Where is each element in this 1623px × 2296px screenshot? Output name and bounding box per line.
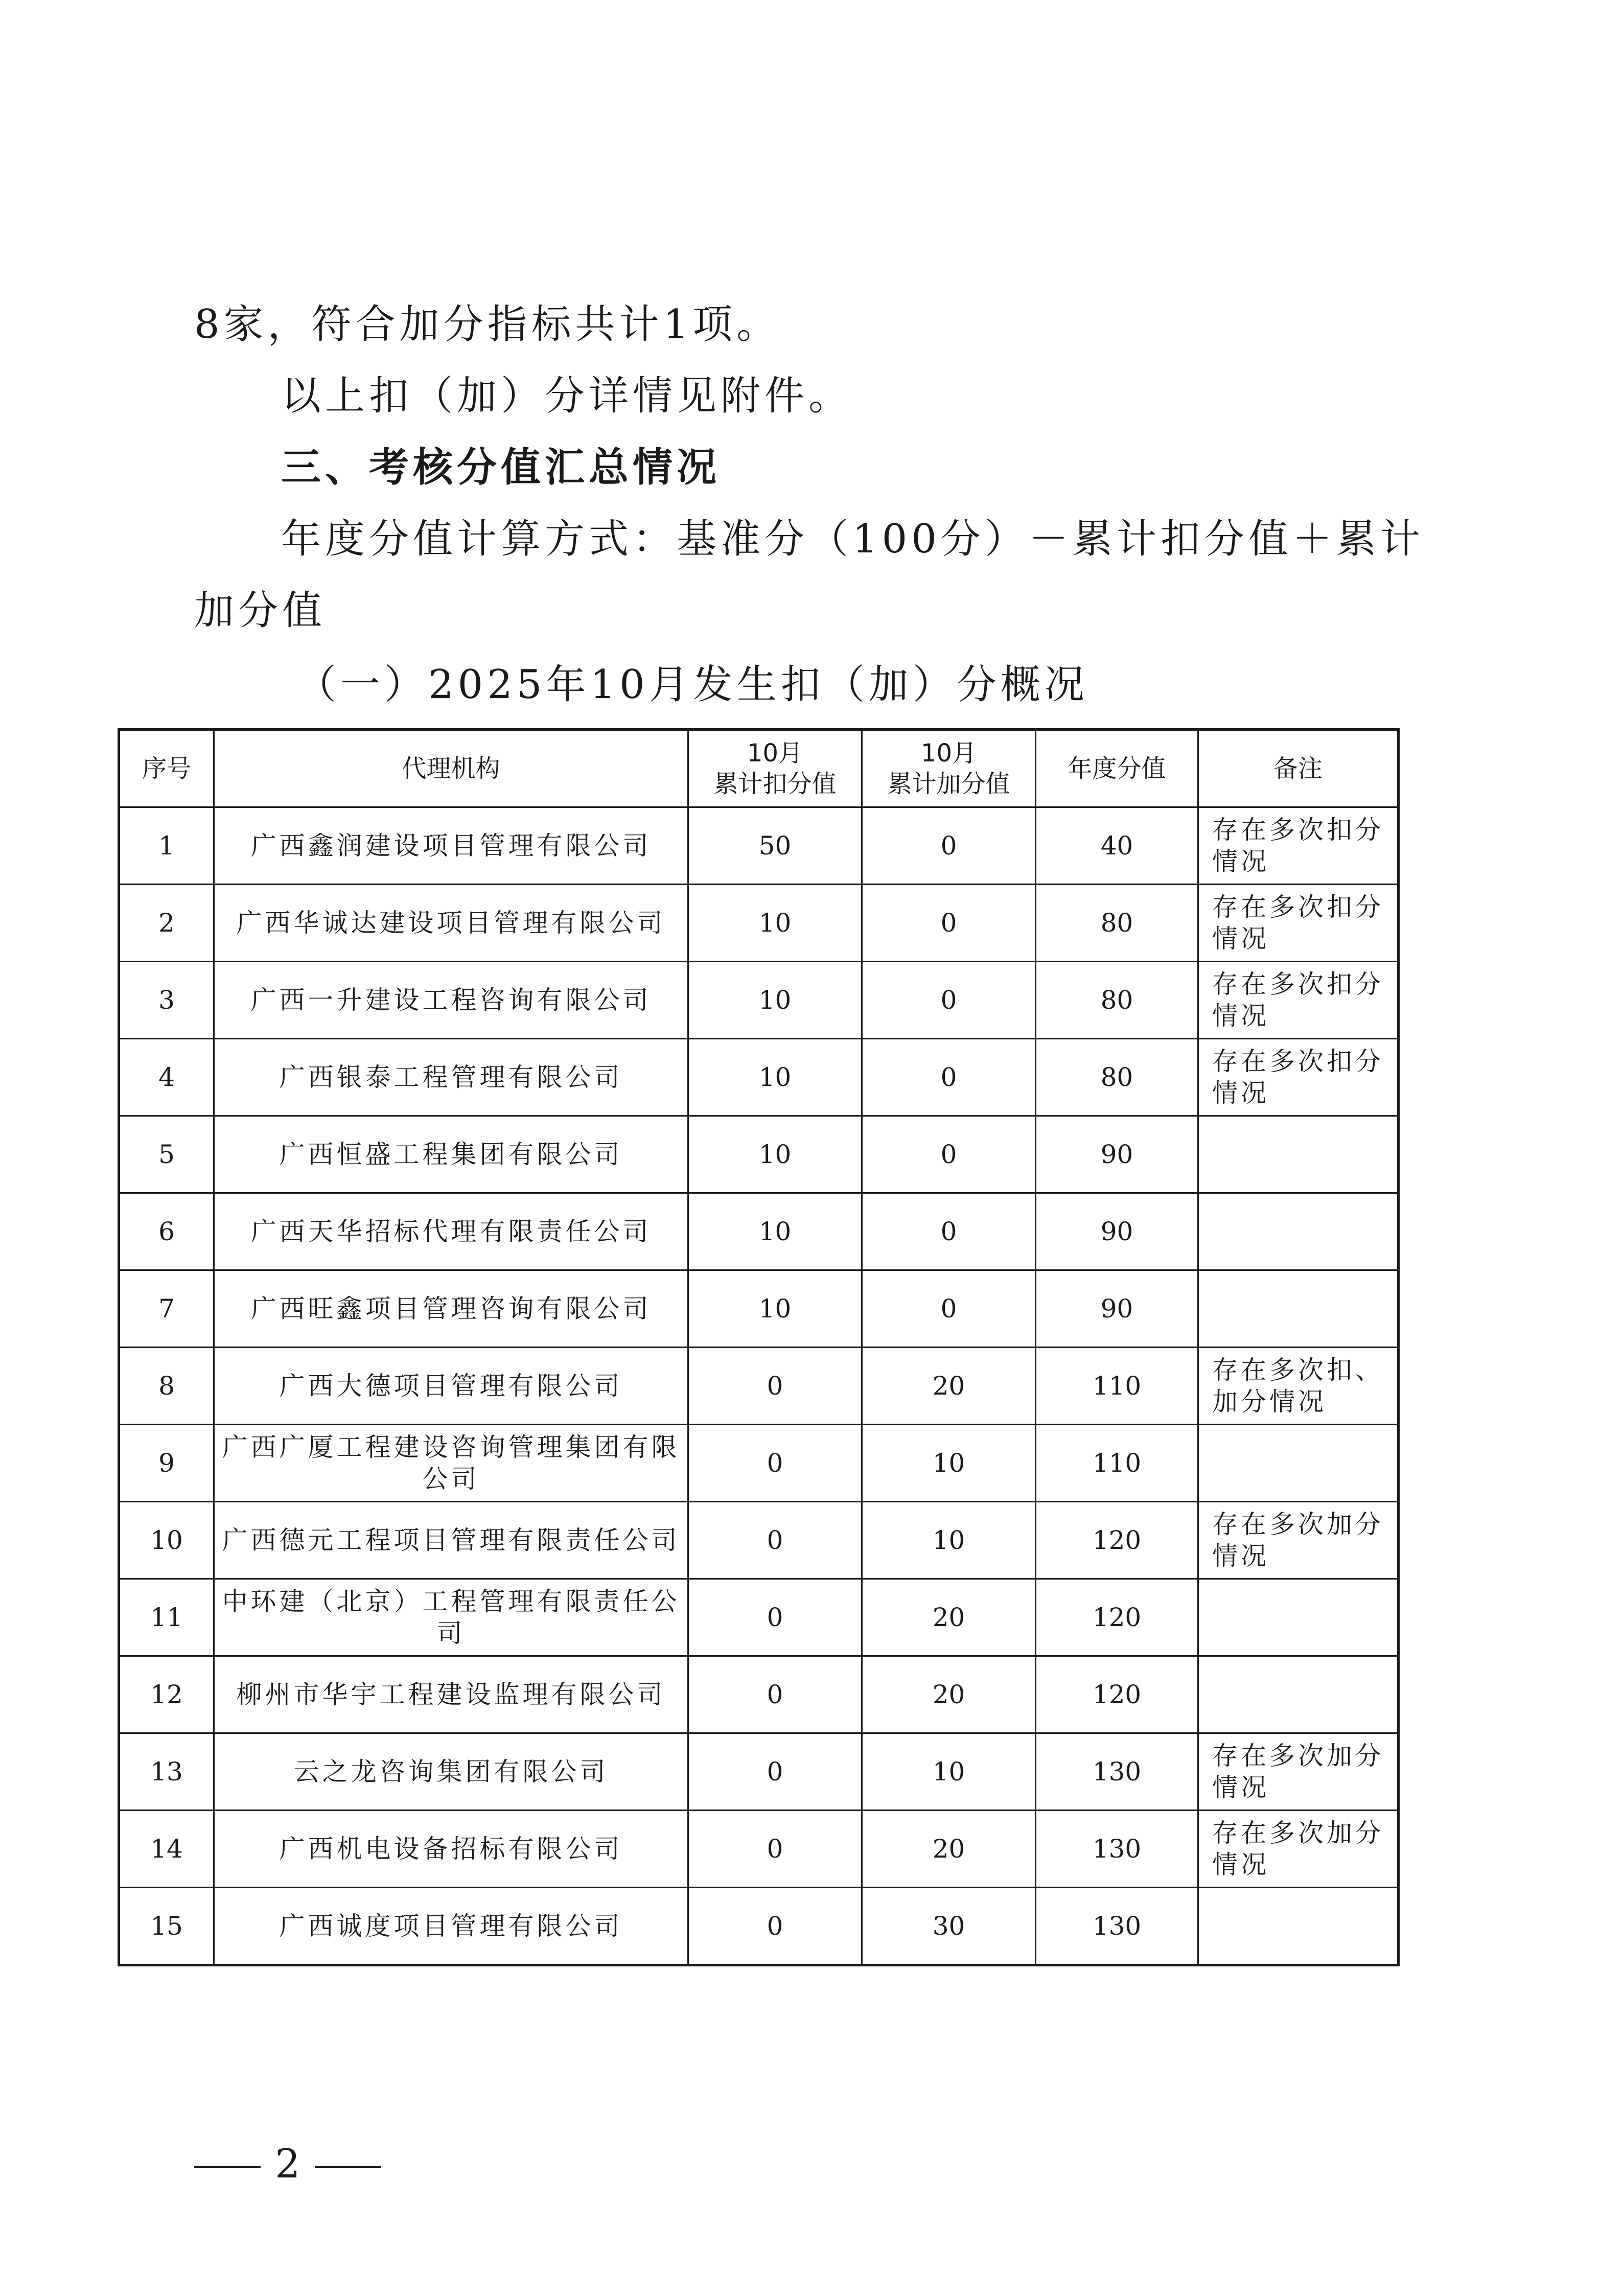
cell-deduct: 10 [688, 1193, 862, 1270]
table-header-row [119, 730, 1399, 807]
cell-note [1198, 1193, 1399, 1270]
cell-add: 0 [862, 1270, 1036, 1348]
cell-index: 7 [119, 1270, 214, 1348]
table-row [119, 1811, 1399, 1888]
cell-add: 10 [862, 1502, 1036, 1579]
cell-agency: 广西天华招标代理有限责任公司 [214, 1193, 688, 1270]
cell-note [1198, 1579, 1399, 1656]
cell-deduct: 10 [688, 1039, 862, 1116]
table-row [119, 1270, 1399, 1348]
table-row [119, 1348, 1399, 1425]
cell-note: 存在多次加分情况 [1198, 1733, 1399, 1811]
cell-index: 12 [119, 1656, 214, 1733]
cell-annual: 90 [1036, 1270, 1198, 1348]
cell-index: 5 [119, 1116, 214, 1193]
cell-index: 14 [119, 1811, 214, 1888]
cell-deduct: 0 [688, 1502, 862, 1579]
cell-add: 0 [862, 1039, 1036, 1116]
cell-add: 10 [862, 1733, 1036, 1811]
cell-annual: 130 [1036, 1888, 1198, 1965]
cell-agency: 广西一升建设工程咨询有限公司 [214, 962, 688, 1039]
cell-deduct: 0 [688, 1733, 862, 1811]
header-deduct-month: 10月 [747, 739, 803, 768]
cell-add: 0 [862, 1193, 1036, 1270]
cell-note: 存在多次扣、加分情况 [1198, 1348, 1399, 1425]
header-deduct [688, 730, 862, 807]
cell-note [1198, 1116, 1399, 1193]
table-row [119, 1039, 1399, 1116]
cell-add: 20 [862, 1656, 1036, 1733]
cell-agency: 广西诚度项目管理有限公司 [214, 1888, 688, 1965]
cell-note: 存在多次扣分情况 [1198, 1039, 1399, 1116]
cell-add: 10 [862, 1425, 1036, 1502]
table-row [119, 885, 1399, 962]
page-number-value: 2 [275, 2141, 300, 2187]
subsection-heading: （一）2025年10月发生扣（加）分概况 [296, 662, 1088, 708]
header-add-label: 累计加分值 [887, 770, 1010, 798]
cell-note: 存在多次加分情况 [1198, 1502, 1399, 1579]
cell-annual: 80 [1036, 885, 1198, 962]
table-row [119, 1733, 1399, 1811]
cell-agency: 广西银泰工程管理有限公司 [214, 1039, 688, 1116]
header-deduct-label: 累计扣分值 [713, 770, 837, 798]
cell-index: 6 [119, 1193, 214, 1270]
table-row [119, 1888, 1399, 1965]
cell-add: 0 [862, 1116, 1036, 1193]
table-row [119, 1656, 1399, 1733]
cell-annual: 110 [1036, 1425, 1198, 1502]
formula-line-1: 年度分值计算方式：基准分（100分）－累计扣分值＋累计 [281, 516, 1424, 562]
cell-deduct: 10 [688, 1270, 862, 1348]
cell-agency: 广西鑫润建设项目管理有限公司 [214, 807, 688, 885]
cell-index: 11 [119, 1579, 214, 1656]
cell-deduct: 0 [688, 1348, 862, 1425]
cell-index: 8 [119, 1348, 214, 1425]
page-number [194, 2139, 381, 2190]
cell-annual: 90 [1036, 1193, 1198, 1270]
cell-annual: 130 [1036, 1811, 1198, 1888]
cell-note [1198, 1656, 1399, 1733]
cell-deduct: 0 [688, 1656, 862, 1733]
cell-agency: 广西德元工程项目管理有限责任公司 [214, 1502, 688, 1579]
cell-note: 存在多次加分情况 [1198, 1811, 1399, 1888]
cell-annual: 130 [1036, 1733, 1198, 1811]
header-index: 序号 [119, 730, 214, 807]
cell-index: 2 [119, 885, 214, 962]
header-annual: 年度分值 [1036, 730, 1198, 807]
cell-note: 存在多次扣分情况 [1198, 807, 1399, 885]
cell-agency: 广西广厦工程建设咨询管理集团有限公司 [214, 1425, 688, 1502]
cell-annual: 120 [1036, 1656, 1198, 1733]
header-add [862, 730, 1036, 807]
cell-index: 15 [119, 1888, 214, 1965]
cell-deduct: 0 [688, 1579, 862, 1656]
cell-add: 0 [862, 807, 1036, 885]
cell-index: 10 [119, 1502, 214, 1579]
cell-agency: 柳州市华宇工程建设监理有限公司 [214, 1656, 688, 1733]
cell-agency: 广西大德项目管理有限公司 [214, 1348, 688, 1425]
cell-agency: 广西旺鑫项目管理咨询有限公司 [214, 1270, 688, 1348]
cell-deduct: 0 [688, 1425, 862, 1502]
cell-annual: 90 [1036, 1116, 1198, 1193]
table-row [119, 1502, 1399, 1579]
header-agency: 代理机构 [214, 730, 688, 807]
formula-line-2: 加分值 [194, 588, 327, 634]
cell-note [1198, 1270, 1399, 1348]
cell-index: 13 [119, 1733, 214, 1811]
cell-annual: 120 [1036, 1579, 1198, 1656]
cell-deduct: 10 [688, 885, 862, 962]
paragraph-details-reference: 以上扣（加）分详情见附件。 [281, 373, 853, 419]
cell-add: 20 [862, 1348, 1036, 1425]
header-note: 备注 [1198, 730, 1399, 807]
cell-note: 存在多次扣分情况 [1198, 885, 1399, 962]
page-number-dash-left [194, 2166, 261, 2168]
table-row [119, 1579, 1399, 1656]
header-add-month: 10月 [920, 739, 977, 768]
score-summary-table [118, 728, 1400, 1966]
cell-agency: 中环建（北京）工程管理有限责任公司 [214, 1579, 688, 1656]
cell-index: 3 [119, 962, 214, 1039]
table-row [119, 807, 1399, 885]
cell-add: 0 [862, 962, 1036, 1039]
cell-note: 存在多次扣分情况 [1198, 962, 1399, 1039]
cell-agency: 广西机电设备招标有限公司 [214, 1811, 688, 1888]
cell-annual: 80 [1036, 962, 1198, 1039]
cell-annual: 40 [1036, 807, 1198, 885]
cell-deduct: 0 [688, 1888, 862, 1965]
table-row [119, 962, 1399, 1039]
cell-index: 1 [119, 807, 214, 885]
cell-index: 9 [119, 1425, 214, 1502]
cell-agency: 广西华诚达建设项目管理有限公司 [214, 885, 688, 962]
cell-add: 0 [862, 885, 1036, 962]
section-heading: 三、考核分值汇总情况 [281, 444, 721, 491]
cell-note [1198, 1888, 1399, 1965]
cell-index: 4 [119, 1039, 214, 1116]
cell-add: 20 [862, 1811, 1036, 1888]
cell-deduct: 0 [688, 1811, 862, 1888]
cell-annual: 110 [1036, 1348, 1198, 1425]
cell-note [1198, 1425, 1399, 1502]
cell-agency: 广西恒盛工程集团有限公司 [214, 1116, 688, 1193]
table-row [119, 1425, 1399, 1502]
table-row [119, 1193, 1399, 1270]
cell-agency: 云之龙咨询集团有限公司 [214, 1733, 688, 1811]
cell-add: 20 [862, 1579, 1036, 1656]
cell-annual: 120 [1036, 1502, 1198, 1579]
paragraph-continuation: 8家，符合加分指标共计1项。 [194, 302, 781, 347]
table-row [119, 1116, 1399, 1193]
cell-deduct: 10 [688, 1116, 862, 1193]
page-number-dash-right [315, 2166, 381, 2168]
cell-add: 30 [862, 1888, 1036, 1965]
cell-annual: 80 [1036, 1039, 1198, 1116]
cell-deduct: 10 [688, 962, 862, 1039]
cell-deduct: 50 [688, 807, 862, 885]
